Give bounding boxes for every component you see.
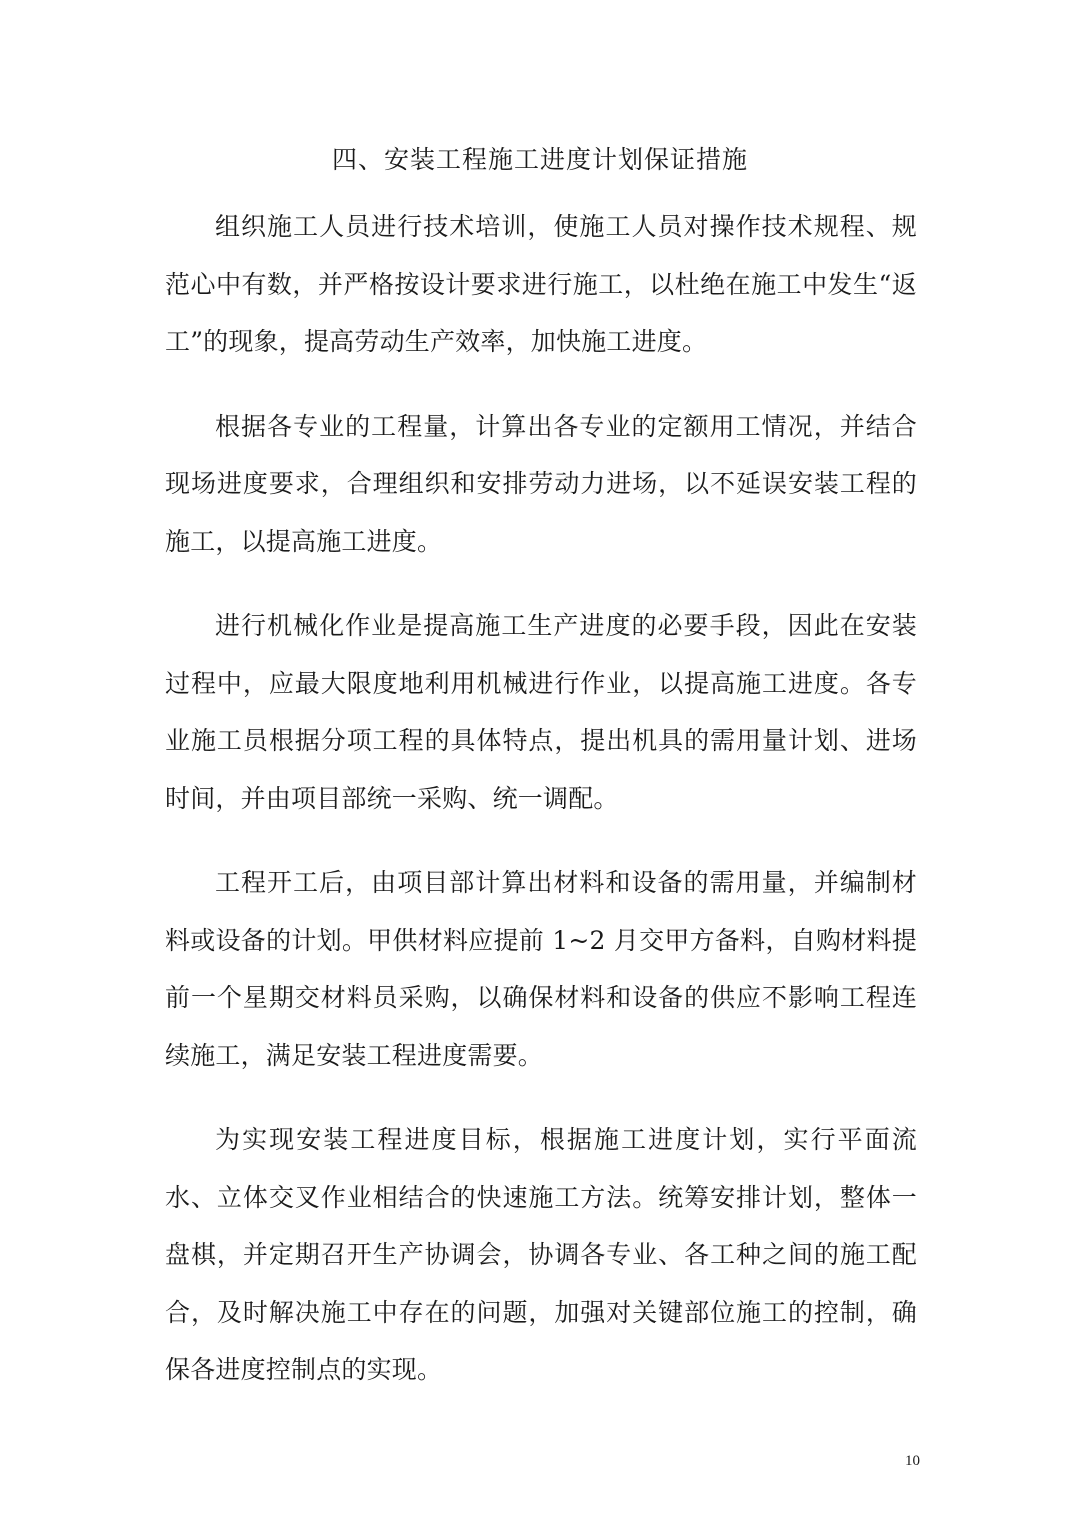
paragraph-labor: 根据各专业的工程量，计算出各专业的定额用工情况，并结合现场进度要求，合理组织和安排劳动力进场，以不延误安装工程的施工，以提高施工进度。 — [165, 411, 917, 556]
section-title: 四、安装工程施工进度计划保证措施 — [331, 145, 748, 174]
paragraph-training: 组织施工人员进行技术培训，使施工人员对操作技术规程、规范心中有数，并严格按设计要求进行施工，以杜绝在施工中发生“返工”的现象，提高劳动生产效率，加快施工进度。 — [165, 212, 917, 356]
paragraph-machinery: 进行机械化作业是提高施工生产进度的必要手段，因此在安装过程中，应最大限度地利用机械进行作业，以提高施工进度。各专业施工员根据分项工程的具体特点，提出机具的需用量计划、进场时间，并由项目部统一采购、统一调配。 — [165, 611, 917, 813]
page-number: 10 — [905, 1453, 920, 1469]
paragraph-materials: 工程开工后，由项目部计算出材料和设备的需用量，并编制材料或设备的计划。甲供材料应提前 1~2 月交甲方备料，自购材料提前一个星期交材料员采购，以确保材料和设备的供应不影响工程连续施工，满足安装工程进度需要。 — [165, 868, 917, 1070]
document-body — [165, 198, 917, 1426]
paragraph-schedule: 为实现安装工程进度目标，根据施工进度计划，实行平面流水、立体交叉作业相结合的快速施工方法。统筹安排计划，整体一盘棋，并定期召开生产协调会，协调各专业、各工种之间的施工配合，及时解决施工中存在的问题，加强对关键部位施工的控制，确保各进度控制点的实现。 — [165, 1125, 917, 1384]
